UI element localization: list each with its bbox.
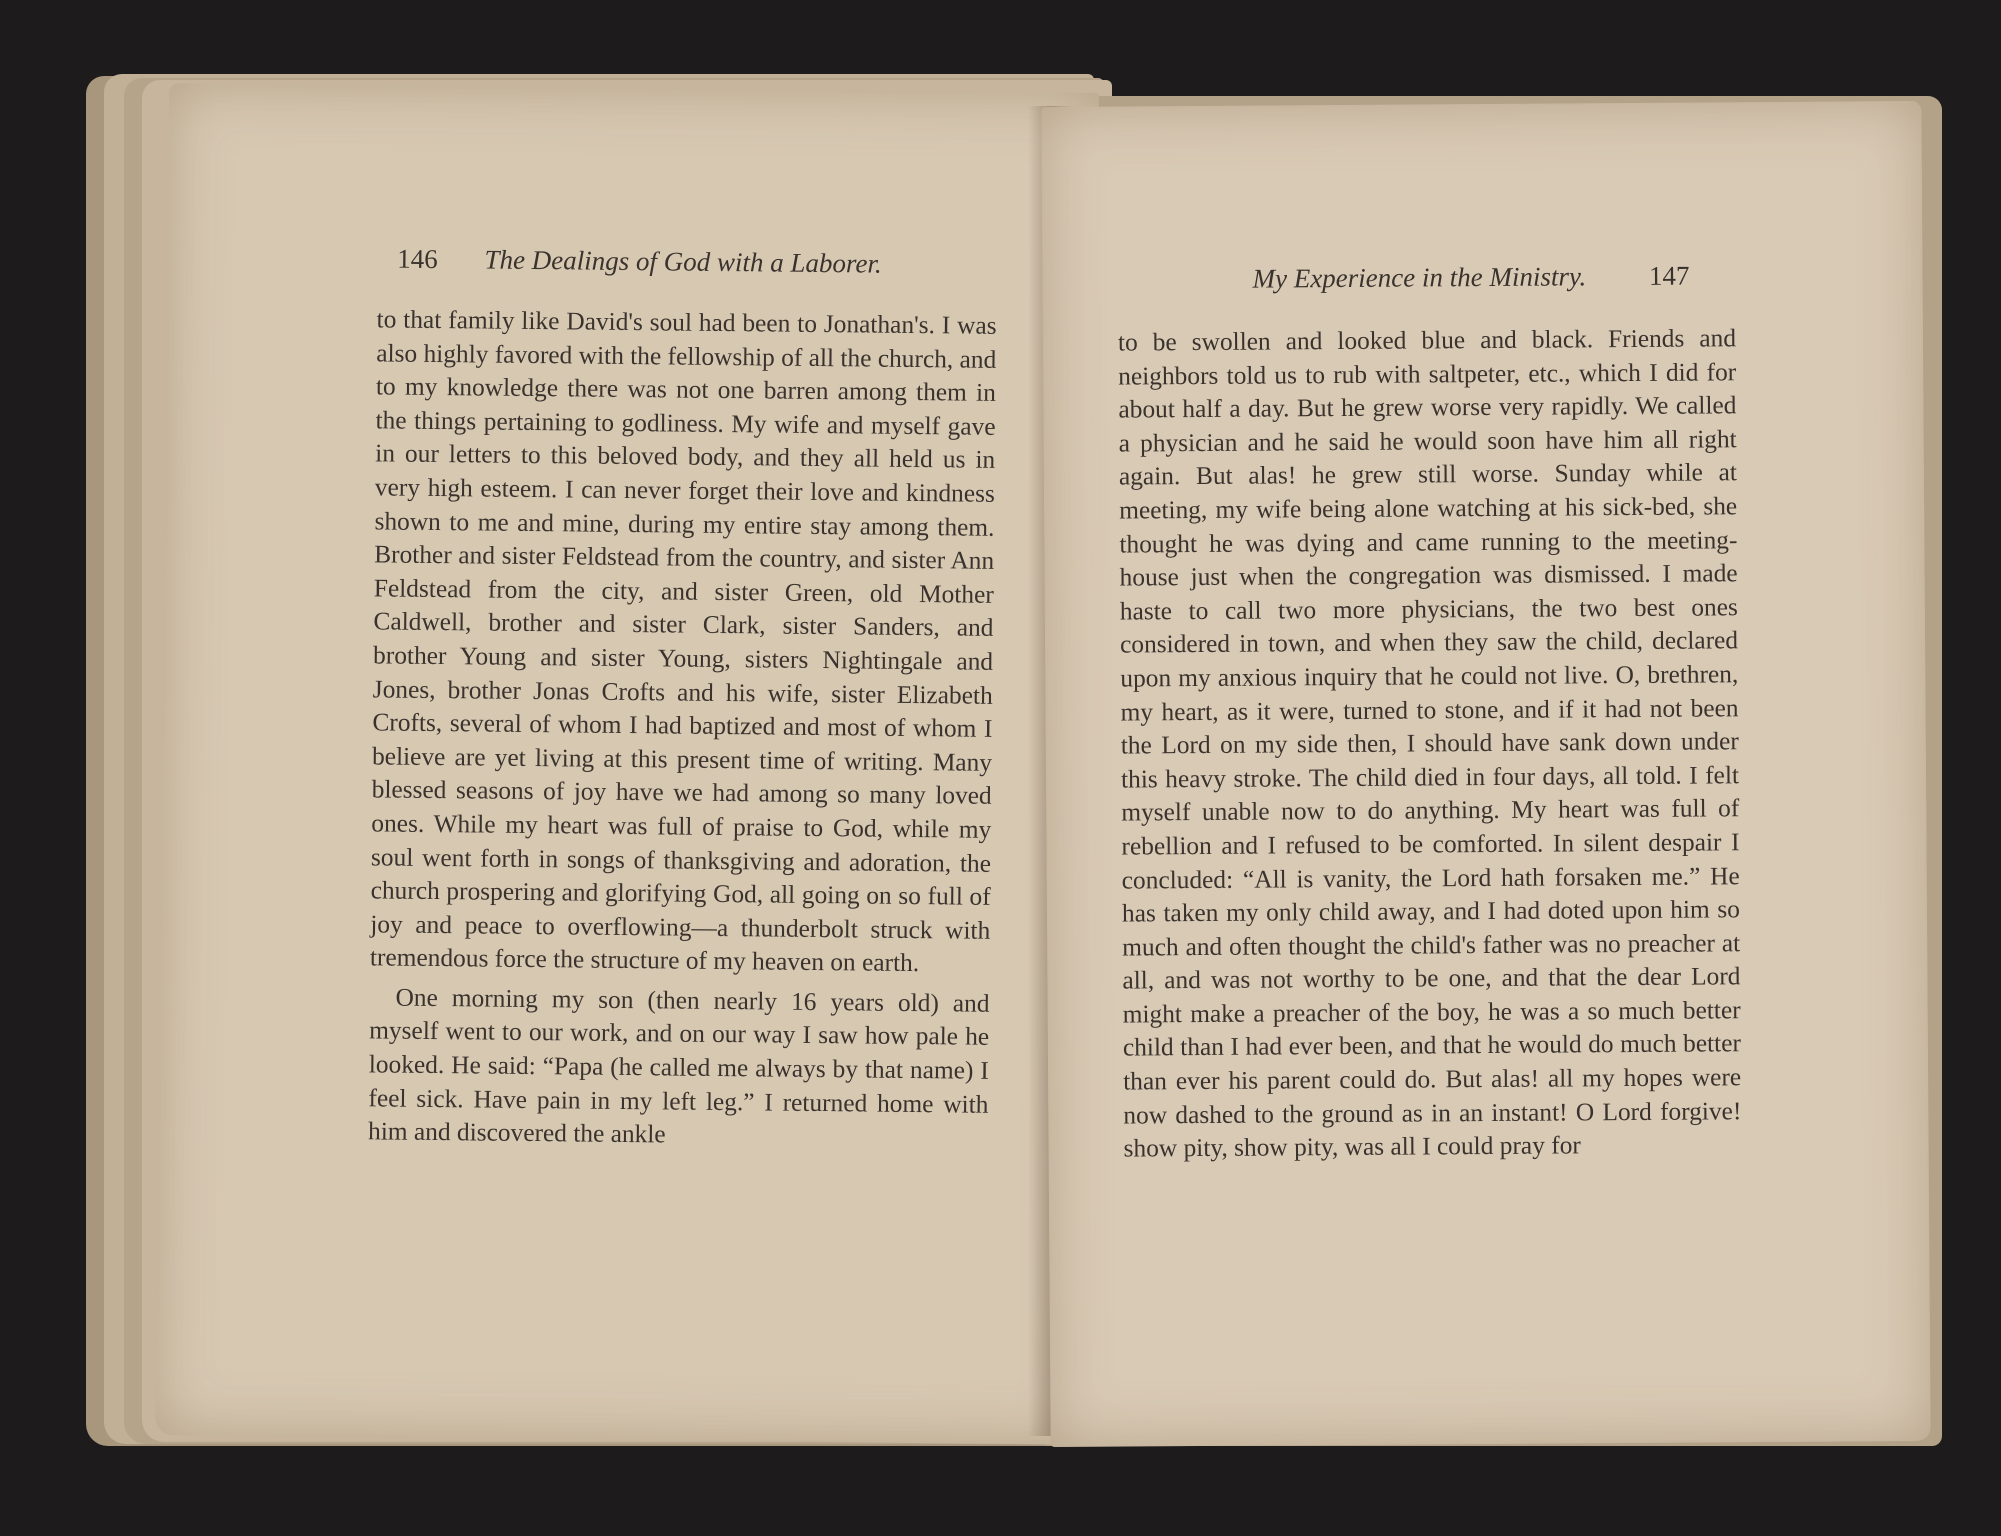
paragraph: to be swollen and looked blue and black. Friends and neighbors told us to rub with saltpeter, etc., which I did for about half a day. But he grew worse very rapidly. We called a physician and he said he would soon have him all right again. But alas! he grew still worse. Sunday while at meeting, my wife being alone watching at his sick-bed, she thought he was dying and came running to the meeting-house just when the congregation was dismissed. I made haste to call two more physicians, the two best ones considered in town, and when they saw the child, declared upon my anxious inquiry that he could not live. O, brethren, my heart, as it were, turned to stone, and if it had not been the Lord on my side then, I should have sank down under this heavy stroke. The child died in four days, all told. I felt myself unable now to do anything. My heart was full of rebellion and I refused to be comforted. In silent despair I concluded: “All is vanity, the Lord hath forsaken me.” He has taken my only child away, and I had doted upon him so much and often thought the child's father was no preacher at all, and was not worthy to be one, and that the dear Lord might make a preacher of the boy, he was a so much better child than I had ever been, and that he would do much better than ever his parent could do. But alas! all my hopes were now dashed to the ground as in an instant! O Lord forgive! show pity, show pity, was all I could pray for	[1117, 324, 1742, 1163]
left-page	[155, 83, 1099, 1445]
right-page	[1041, 101, 1930, 1447]
page-body	[368, 303, 997, 1155]
running-head	[1252, 261, 1689, 295]
paragraph: to that family like David's soul had been to Jonathan's. I was also highly favored with the fellowship of all the church, and to my knowledge there was not one barren among them in the things pertaining to godliness. My wife and myself gave in our letters to this beloved body, and they all held us in very high esteem. I can never forget their love and kindness shown to me and mine, during my entire stay among them. Brother and sister Feldstead from the country, and sister Ann Feldstead from the city, and sister Green, old Mother Caldwell, brother and sister Clark, sister Sanders, and brother Young and sister Young, sisters Nightingale and Jones, brother Jonas Crofts and his wife, sister Elizabeth Crofts, several of whom I had baptized and most of whom I believe are yet living at this present time of writing. Many blessed seasons of joy have we had among so many loved ones. While my heart was full of praise to God, while my soul went forth in songs of thanksgiving and adoration, the church prospering and glorifying God, all going on so full of joy and peace to overflowing—a thunderbolt struck with tremendous force the structure of my heaven on earth.	[369, 305, 997, 978]
running-head	[397, 244, 882, 280]
open-book	[62, 66, 1942, 1466]
running-title: My Experience in the Ministry.	[1252, 261, 1587, 294]
running-title: The Dealings of God with a Laborer.	[484, 244, 882, 279]
paragraph: One morning my son (then nearly 16 years old) and myself went to our work, and on our way I saw how pale he looked. He said: “Papa (he called me always by that name) I feel sick. Have pain in my left leg.” I returned home with him and discovered the ankle	[367, 983, 990, 1149]
page-number: 146	[397, 243, 438, 274]
page-body	[1118, 322, 1742, 1166]
page-number: 147	[1648, 260, 1690, 291]
